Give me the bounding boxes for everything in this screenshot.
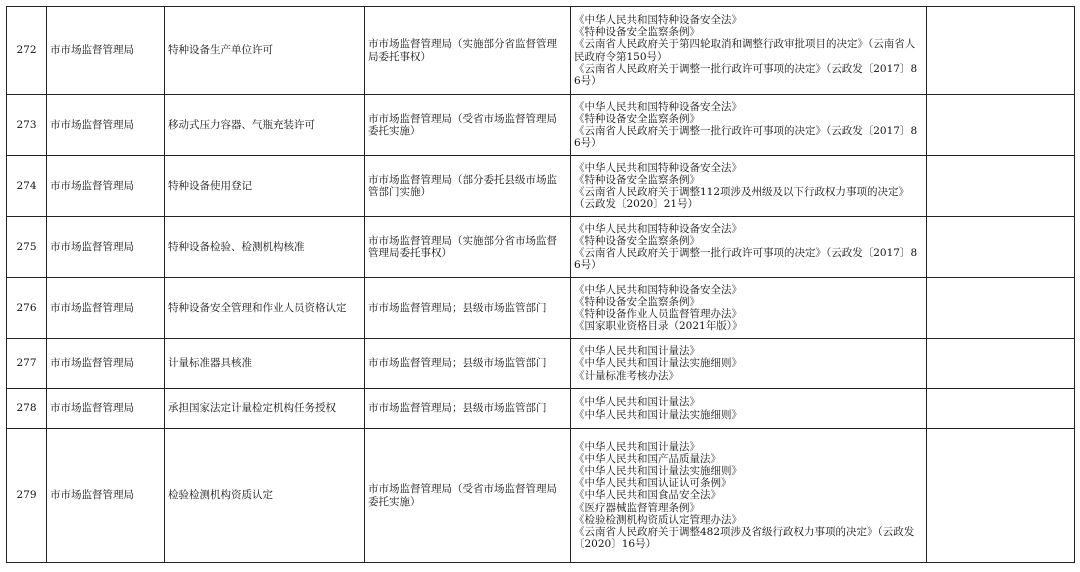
empty-cell [927,95,1075,156]
legal-basis-line: 《特种设备安全监察条例》 [574,295,700,308]
legal-basis-line: 《计量标准考核办法》 [574,369,679,382]
item-name: 承担国家法定计量检定机构任务授权 [165,389,365,429]
empty-cell [927,429,1075,563]
legal-basis-line: 《云南省人民政府关于调整112项涉及州级及以下行政权力事项的决定》（云政发〔2020〕21号） [574,186,910,211]
legal-basis-line: 《云南省人民政府关于调整一批行政许可事项的决定》（云政发〔2017〕86号） [574,247,918,272]
legal-basis-line: 《特种设备安全监察条例》 [574,173,700,186]
legal-basis-line: 《中华人民共和国计量法实施细则》 [574,464,742,477]
legal-basis-line: 《中华人民共和国计量法实施细则》 [574,357,742,370]
table-row [7,95,1075,156]
executing-body: 市市场监督管理局（受省市场监督管理局委托实施） [365,95,571,156]
legal-basis-line: 《云南省人民政府关于调整一批行政许可事项的决定》（云政发〔2017〕86号） [574,62,918,87]
executing-body: 市市场监督管理局（受省市场监督管理局委托实施） [365,429,571,563]
empty-cell [927,217,1075,278]
department: 市市场监督管理局 [47,278,165,339]
legal-basis-line: 《中华人民共和国认证认可条例》 [574,477,732,490]
executing-body: 市市场监督管理局（实施部分省监督管理局委托事权） [365,7,571,95]
table-body [7,7,1075,563]
item-number: 278 [7,389,47,429]
legal-basis-line: 《中华人民共和国产品质量法》 [574,452,721,465]
department: 市市场监督管理局 [47,389,165,429]
legal-basis-line: 《中华人民共和国特种设备安全法》 [574,222,742,235]
empty-cell [927,7,1075,95]
legal-basis [571,7,927,95]
executing-body: 市市场监督管理局；县级市场监管部门 [365,339,571,389]
item-name: 特种设备使用登记 [165,156,365,217]
legal-basis-line: 《特种设备安全监察条例》 [574,234,700,247]
item-number: 275 [7,217,47,278]
table-row [7,7,1075,95]
legal-basis-line: 《云南省人民政府关于调整一批行政许可事项的决定》（云政发〔2017〕86号） [574,125,918,150]
legal-basis-line: 《国家职业资格目录（2021年版）》 [574,320,743,333]
item-number: 279 [7,429,47,563]
legal-basis-line: 《特种设备作业人员监督管理办法》 [574,308,742,320]
legal-basis-line: 《医疗器械监督管理条例》 [574,501,700,514]
legal-basis-line: 《中华人民共和国食品安全法》 [574,489,721,502]
table-row [7,389,1075,429]
empty-cell [927,278,1075,339]
department: 市市场监督管理局 [47,217,165,278]
legal-basis [571,156,927,217]
legal-basis-line: 《检验检测机构资质认定管理办法》 [574,513,742,526]
legal-basis-line: 《中华人民共和国特种设备安全法》 [574,13,742,26]
legal-basis-line: 《中华人民共和国特种设备安全法》 [574,283,742,296]
item-name: 特种设备生产单位许可 [165,7,365,95]
legal-basis-line: 《中华人民共和国计量法》 [574,396,700,409]
department: 市市场监督管理局 [47,429,165,563]
item-number: 277 [7,339,47,389]
legal-basis-line: 《中华人民共和国特种设备安全法》 [574,100,742,113]
legal-basis [571,339,927,389]
executing-body: 市市场监督管理局；县级市场监管部门 [365,278,571,339]
empty-cell [927,156,1075,217]
table-row [7,278,1075,339]
item-number: 274 [7,156,47,217]
power-list-table [6,6,1075,563]
legal-basis-line: 《中华人民共和国计量法实施细则》 [574,408,742,421]
legal-basis-line: 《中华人民共和国特种设备安全法》 [574,161,742,174]
item-number: 276 [7,278,47,339]
legal-basis [571,429,927,563]
empty-cell [927,339,1075,389]
legal-basis-line: 《特种设备安全监察条例》 [574,26,700,39]
executing-body: 市市场监督管理局（部分委托县级市场监管部门实施） [365,156,571,217]
department: 市市场监督管理局 [47,156,165,217]
legal-basis [571,389,927,429]
legal-basis-line: 《云南省人民政府关于第四轮取消和调整行政审批项目的决定》（云南省人民政府令第150号） [574,38,916,63]
item-name: 移动式压力容器、气瓶充装许可 [165,95,365,156]
department: 市市场监督管理局 [47,339,165,389]
table-row [7,156,1075,217]
table-row [7,339,1075,389]
item-number: 273 [7,95,47,156]
empty-cell [927,389,1075,429]
item-name: 特种设备安全管理和作业人员资格认定 [165,278,365,339]
item-name: 计量标准器具核准 [165,339,365,389]
legal-basis-line: 《特种设备安全监察条例》 [574,112,700,125]
executing-body: 市市场监督管理局；县级市场监管部门 [365,389,571,429]
item-name: 检验检测机构资质认定 [165,429,365,563]
legal-basis [571,278,927,339]
item-number: 272 [7,7,47,95]
legal-basis [571,217,927,278]
item-name: 特种设备检验、检测机构核准 [165,217,365,278]
department: 市市场监督管理局 [47,7,165,95]
legal-basis [571,95,927,156]
department: 市市场监督管理局 [47,95,165,156]
table-row [7,217,1075,278]
legal-basis-line: 《中华人民共和国计量法》 [574,345,700,358]
executing-body: 市市场监督管理局（实施部分省市场监督管理局委托事权） [365,217,571,278]
table-row [7,429,1075,563]
legal-basis-line: 《云南省人民政府关于调整482项涉及省级行政权力事项的决定》（云政发〔2020〕16号） [574,526,915,551]
legal-basis-line: 《中华人民共和国计量法》 [574,440,700,453]
